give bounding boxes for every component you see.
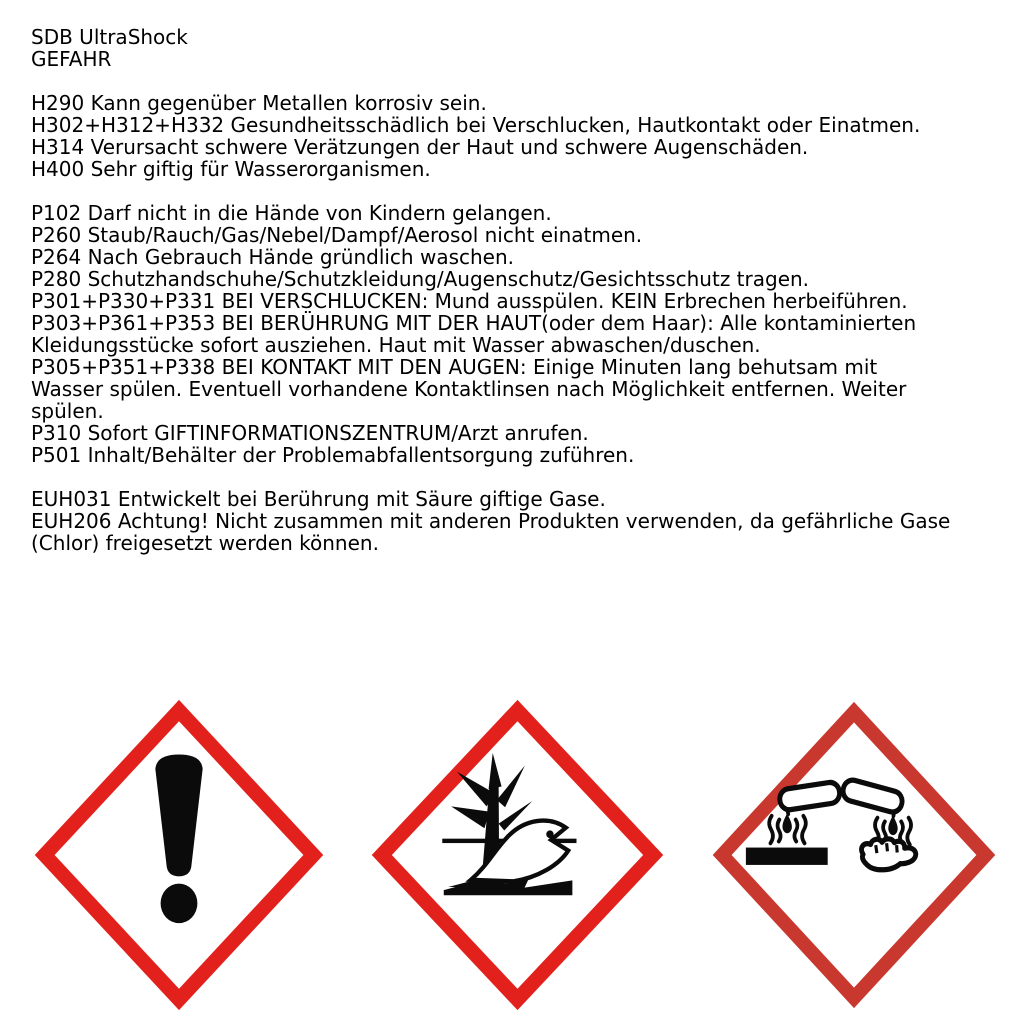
precautionary-statement: P260 Staub/Rauch/Gas/Nebel/Dampf/Aerosol nicht einatmen. — [31, 223, 643, 247]
precautionary-statement: Kleidungsstücke sofort ausziehen. Haut mit Wasser abwaschen/duschen. — [31, 333, 761, 357]
exclamation-mark-pictogram — [33, 698, 325, 1012]
euh-statement: EUH206 Achtung! Nicht zusammen mit anderen Produkten verwenden, da gefährliche Gase — [31, 509, 951, 533]
signal-word: GEFAHR — [31, 47, 112, 71]
precautionary-statement: P310 Sofort GIFTINFORMATIONSZENTRUM/Arzt anrufen. — [31, 421, 589, 445]
precautionary-statement: P102 Darf nicht in die Hände von Kindern gelangen. — [31, 201, 552, 225]
hazard-statement: H290 Kann gegenüber Metallen korrosiv sein. — [31, 91, 487, 115]
euh-statement: (Chlor) freigesetzt werden können. — [31, 531, 379, 555]
precautionary-statement: P264 Nach Gebrauch Hände gründlich waschen. — [31, 245, 514, 269]
hazard-statement: H314 Verursacht schwere Verätzungen der Haut und schwere Augenschäden. — [31, 135, 809, 159]
corrosion-pictogram — [711, 700, 997, 1010]
precautionary-statement: P301+P330+P331 BEI VERSCHLUCKEN: Mund ausspülen. KEIN Erbrechen herbeiführen. — [31, 289, 908, 313]
product-title: SDB UltraShock — [31, 25, 188, 49]
precautionary-statement: P305+P351+P338 BEI KONTAKT MIT DEN AUGEN: Einige Minuten lang behutsam mit — [31, 355, 878, 379]
euh-statement: EUH031 Entwickelt bei Berührung mit Säure giftige Gase. — [31, 487, 606, 511]
precautionary-statement: spülen. — [31, 399, 104, 423]
hazard-statement: H400 Sehr giftig für Wasserorganismen. — [31, 157, 431, 181]
environment-hazard-pictogram — [370, 698, 665, 1012]
corroded-surface — [746, 848, 828, 865]
precautionary-statement: P501 Inhalt/Behälter der Problemabfallentsorgung zuführen. — [31, 443, 635, 467]
precautionary-statement: P280 Schutzhandschuhe/Schutzkleidung/Augenschutz/Gesichtsschutz tragen. — [31, 267, 810, 291]
precautionary-statement: P303+P361+P353 BEI BERÜHRUNG MIT DER HAUT(oder dem Haar): Alle kontaminierten — [31, 311, 917, 335]
exclamation-dot — [161, 884, 198, 924]
precautionary-statement: Wasser spülen. Eventuell vorhandene Kontaktlinsen nach Möglichkeit entfernen. Weiter — [31, 377, 907, 401]
hazard-statement: H302+H312+H332 Gesundheitsschädlich bei Verschlucken, Hautkontakt oder Einatmen. — [31, 113, 921, 137]
fish-eye — [546, 830, 553, 838]
